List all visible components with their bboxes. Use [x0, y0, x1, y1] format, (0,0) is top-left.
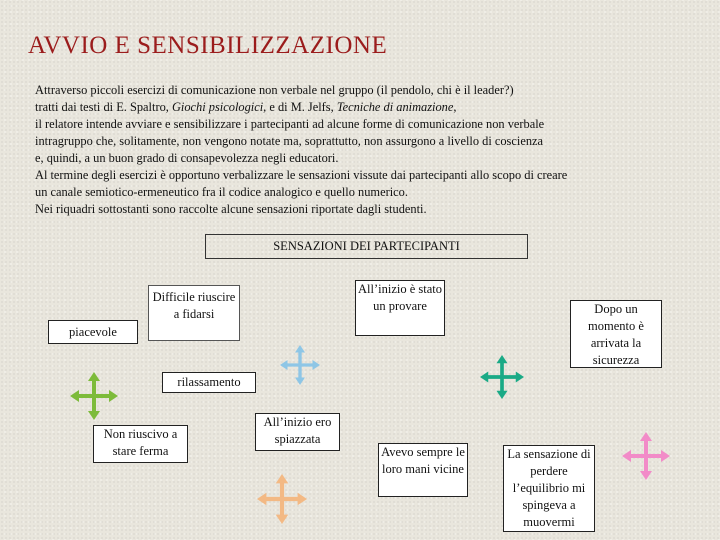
- intro-line: Al termine degli esercizi è opportuno verbalizzare le sensazioni vissute dai partecipanti allo scopo di creare: [35, 168, 568, 182]
- intro-line: [35, 99, 695, 116]
- book-title-tecniche: Tecniche di animazione: [336, 100, 454, 114]
- four-way-arrow-icon: [70, 372, 118, 420]
- sensation-box: Avevo sempre le loro mani vicine: [378, 443, 468, 497]
- intro-text: , e di M. Jelfs,: [263, 100, 337, 114]
- sensation-box: rilassamento: [162, 372, 256, 393]
- intro-line: e, quindi, a un buon grado di consapevolezza negli educatori.: [35, 151, 339, 165]
- intro-line: un canale semiotico-ermeneutico fra il codice analogico e quello numerico.: [35, 185, 408, 199]
- intro-paragraph: [35, 82, 695, 218]
- four-way-arrow-icon: [280, 345, 320, 385]
- intro-line: Nei riquadri sottostanti sono raccolte alcune sensazioni riportate dagli studenti.: [35, 202, 427, 216]
- sensation-box: Non riuscivo a stare ferma: [93, 425, 188, 463]
- four-way-arrow-icon: [622, 432, 670, 480]
- intro-line: Attraverso piccoli esercizi di comunicazione non verbale nel gruppo (il pendolo, chi è il leader?): [35, 83, 514, 97]
- sensation-box: All’inizio ero spiazzata: [255, 413, 340, 451]
- four-way-arrow-icon: [480, 355, 524, 399]
- sensations-header-box: SENSAZIONI DEI PARTECIPANTI: [205, 234, 528, 259]
- intro-line: intragruppo che, solitamente, non vengono notate ma, soprattutto, non assurgono a livello di coscienza: [35, 134, 544, 148]
- intro-text: tratti dai testi di E. Spaltro,: [35, 100, 172, 114]
- sensation-box: Dopo un momento è arrivata la sicurezza: [570, 300, 662, 368]
- intro-text: ,: [453, 100, 457, 114]
- sensation-box: Difficile riuscire a fidarsi: [148, 285, 240, 341]
- book-title-giochi: Giochi psicologici: [171, 100, 264, 114]
- sensation-box: All’inizio è stato un provare: [355, 280, 445, 336]
- page-title: AVVIO E SENSIBILIZZAZIONE: [28, 32, 388, 59]
- sensation-box: La sensazione di perdere l’equilibrio mi spingeva a muovermi: [503, 445, 595, 532]
- four-way-arrow-icon: [257, 474, 307, 524]
- sensation-box: piacevole: [48, 320, 138, 344]
- intro-line: il relatore intende avviare e sensibilizzare i partecipanti ad alcune forme di comunicazione non verbale: [35, 117, 545, 131]
